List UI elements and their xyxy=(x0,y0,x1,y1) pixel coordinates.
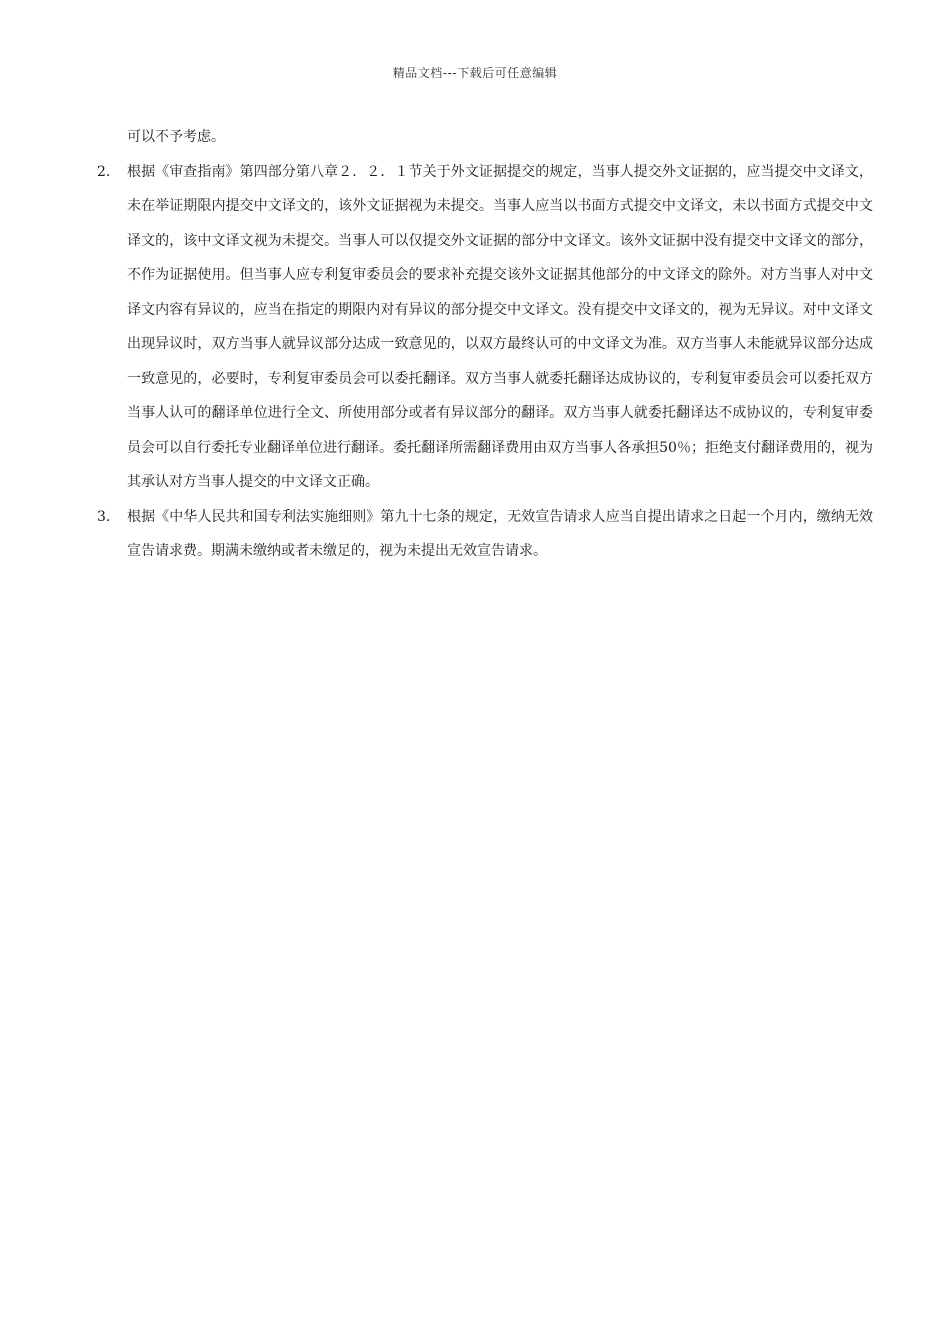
list-item xyxy=(97,155,873,500)
page-header: 精品文档---下载后可任意编辑 xyxy=(392,66,558,80)
list-item xyxy=(97,500,873,569)
document-body xyxy=(97,120,873,569)
continuation-paragraph: 可以不予考虑。 xyxy=(127,129,225,145)
list-item-number: 3. xyxy=(97,508,111,525)
list-item-number: 2. xyxy=(97,163,111,180)
list-item-text: 根据《审查指南》第四部分第八章２．２．１节关于外文证据提交的规定，当事人提交外文证据的，应当提交中文译文，未在举证期限内提交中文译文的，该外文证据视为未提交。当事人应当以书面方式提交中文译文，未以书面方式提交中文译文的，该中文译文视为未提交。当事人可以仅提交外文证据的部分中文译文。该外文证据中没有提交中文译文的部分，不作为证据使用。但当事人应专利复审委员会的要求补充提交该外文证据其他部分的中文译文的除外。对方当事人对中文译文内容有异议的，应当在指定的期限内对有异议的部分提交中文译文。没有提交中文译文的，视为无异议。对中文译文出现异议时，双方当事人就异议部分达成一致意见的，以双方最终认可的中文译文为准。双方当事人未能就异议部分达成一致意见的，必要时，专利复审委员会可以委托翻译。双方当事人就委托翻译达成协议的，专利复审委员会可以委托双方当事人认可的翻译单位进行全文、所使用部分或者有异议部分的翻译。双方当事人就委托翻译达不成协议的，专利复审委员会可以自行委托专业翻译单位进行翻译。委托翻译所需翻译费用由双方当事人各承担50％；拒绝支付翻译费用的，视为其承认对方当事人提交的中文译文正确。 xyxy=(127,163,873,490)
list-item-text: 根据《中华人民共和国专利法实施细则》第九十七条的规定，无效宣告请求人应当自提出请求之日起一个月内，缴纳无效宣告请求费。期满未缴纳或者未缴足的，视为未提出无效宣告请求。 xyxy=(127,508,873,559)
